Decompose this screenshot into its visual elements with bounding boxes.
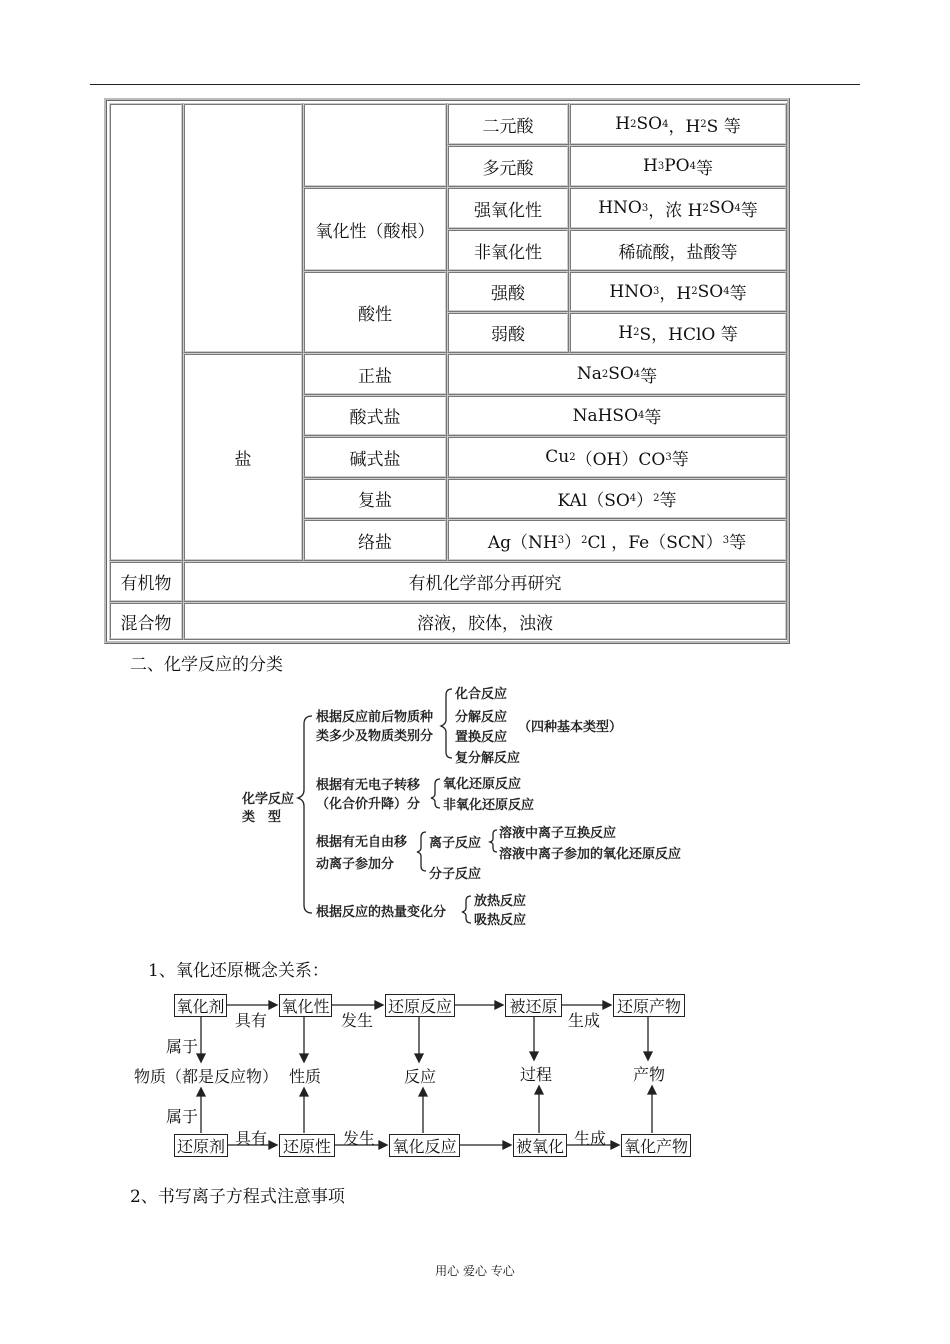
- redox-link-label: 发生: [343, 1129, 376, 1148]
- tree-leaf: 分子反应: [429, 867, 482, 882]
- redox-top-box: 还原产物: [613, 994, 685, 1017]
- table-cell-group: 酸性: [303, 271, 447, 353]
- tree-leaf: 放热反应: [474, 894, 527, 909]
- table-cell-type: 复盐: [303, 478, 447, 519]
- table-cell-example: 稀硫酸，盐酸等: [569, 229, 787, 271]
- redox-bottom-box: 还原性: [279, 1134, 335, 1157]
- table-cell-example: KAl（SO 4 ） 2 等: [447, 478, 787, 519]
- redox-bottom-box: 氧化产物: [621, 1134, 691, 1157]
- tree-leaf: 化合反应: [455, 687, 508, 702]
- redox-top-box: 氧化剂: [174, 994, 227, 1017]
- tree-root: 化学反应 类 型: [242, 792, 295, 825]
- tree-leaf: 复分解反应: [455, 751, 521, 766]
- redox-middle-label: 性质: [289, 1067, 322, 1086]
- tree-branch-label: （化合价升降）分: [316, 797, 421, 812]
- table-cell-type: 正盐: [303, 353, 447, 395]
- table-cell-salt: 盐: [183, 353, 303, 561]
- table-cell-type: 酸式盐: [303, 395, 447, 436]
- tree-leaf: 离子反应: [429, 836, 482, 851]
- table-cell-type: 强氧化性: [447, 187, 569, 229]
- redox-top-box: 氧化性: [279, 994, 332, 1017]
- table-cell-type: 多元酸: [447, 145, 569, 187]
- tree-branch-label: 动离子参加分: [316, 857, 395, 872]
- redox-bottom-box: 氧化反应: [389, 1134, 460, 1157]
- table-cell-group: 氧化性（酸根）: [303, 187, 447, 271]
- tree-subleaf: 溶液中离子参加的氧化还原反应: [499, 847, 682, 862]
- redox-top-box: 被还原: [505, 994, 562, 1017]
- tree-leaf: 氧化还原反应: [443, 777, 522, 792]
- table-cell-example: Ag（NH 3 ） 2 Cl ，Fe（SCN） 3 等: [447, 519, 787, 561]
- subsection-title: 2、书写离子方程式注意事项: [130, 1187, 345, 1207]
- table-cell-mixture-value: 溶液，胶体，浊液: [183, 602, 787, 640]
- tree-branch-label: 根据反应前后物质种: [316, 710, 434, 725]
- redox-middle-label: 产物: [633, 1065, 666, 1084]
- table-cell-organic-value: 有机化学部分再研究: [183, 561, 787, 602]
- redox-middle-label: 反应: [404, 1067, 437, 1086]
- tree-note: （四种基本类型）: [518, 720, 623, 735]
- tree-leaf: 吸热反应: [474, 913, 527, 928]
- redox-link-label: 生成: [574, 1129, 607, 1148]
- redox-link-label: 生成: [568, 1011, 601, 1030]
- tree-branch-label: 根据反应的热量变化分: [316, 905, 447, 920]
- tree-subleaf: 溶液中离子互换反应: [499, 826, 617, 841]
- redox-top-box: 还原反应: [385, 994, 455, 1017]
- table-cell-example: NaHSO 4 等: [447, 395, 787, 436]
- redox-link-label: 具有: [235, 1129, 268, 1148]
- redox-middle-label: 过程: [520, 1065, 553, 1084]
- tree-branch-label: 根据有无自由移: [316, 835, 408, 850]
- table-cell-type: 弱酸: [447, 312, 569, 353]
- redox-belong-label: 属于: [166, 1037, 199, 1056]
- table-cell-example: Cu 2 （OH）CO 3 等: [447, 436, 787, 478]
- redox-link-label: 具有: [235, 1011, 268, 1030]
- table-cell-type: 强酸: [447, 271, 569, 312]
- section-title: 二、化学反应的分类: [130, 655, 283, 675]
- table-cell-type: 络盐: [303, 519, 447, 561]
- table-cell-type: 二元酸: [447, 103, 569, 145]
- tree-branch-label: 根据有无电子转移: [316, 778, 421, 793]
- redox-link-label: 发生: [341, 1011, 374, 1030]
- tree-leaf: 置换反应: [455, 730, 508, 745]
- subsection-title: 1、氧化还原概念关系：: [148, 961, 329, 981]
- redox-bottom-box: 还原剂: [174, 1134, 228, 1157]
- table-cell-type: 非氧化性: [447, 229, 569, 271]
- redox-middle-label: 物质（都是反应物）: [134, 1067, 279, 1086]
- tree-branch-label: 类多少及物质类别分: [316, 729, 434, 744]
- tree-leaf: 非氧化还原反应: [443, 798, 535, 813]
- table-cell-example: HNO 3 ，浓 H 2 SO 4 等: [569, 187, 787, 229]
- footer: 用心 爱心 专心: [435, 1264, 515, 1278]
- table-cell-mixture-label: 混合物: [109, 602, 183, 640]
- table-cell-example: HNO 3 ，H 2 SO 4 等: [569, 271, 787, 312]
- redox-bottom-box: 被氧化: [513, 1134, 567, 1157]
- redox-belong-label: 属于: [166, 1107, 199, 1126]
- table-cell-example: H 2 SO 4 ，H 2 S 等: [569, 103, 787, 145]
- tree-leaf: 分解反应: [455, 710, 508, 725]
- table-cell-example: Na 2 SO 4 等: [447, 353, 787, 395]
- table-cell-example: H 3 PO 4 等: [569, 145, 787, 187]
- table-cell-example: H 2 S，HClO 等: [569, 312, 787, 353]
- table-cell-type: 碱式盐: [303, 436, 447, 478]
- table-cell-organic-label: 有机物: [109, 561, 183, 602]
